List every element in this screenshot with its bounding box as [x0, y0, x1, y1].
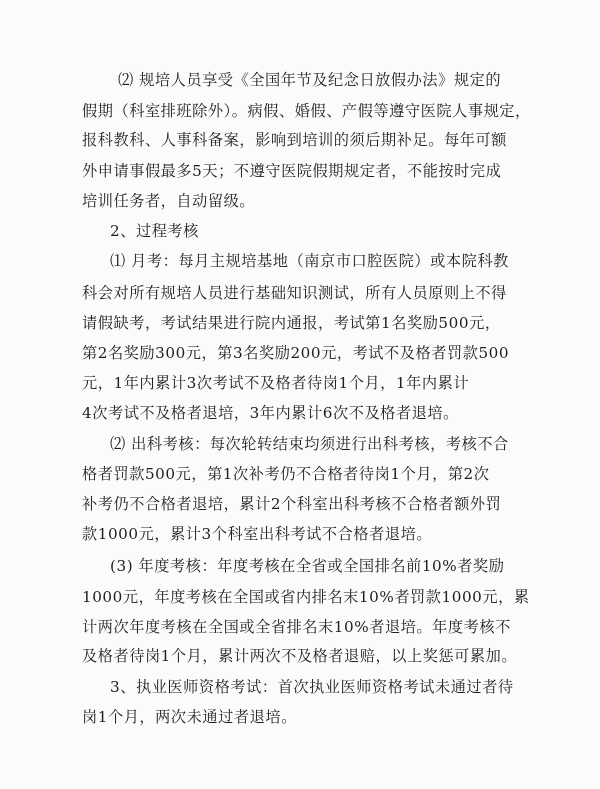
text-line: 补考仍不合格者退培，累计2个科室出科考核不合格者额外罚: [82, 495, 502, 513]
text-line: 岗1个月，两次未通过者退培。: [82, 708, 297, 726]
text-line: 3、执业医师资格考试：首次执业医师资格考试未通过者待: [110, 678, 514, 696]
text-line: 1000元，年度考核在全国或省内排名末10%者罚款1000元，累: [82, 588, 530, 606]
section-heading-process-assessment: 2、过程考核: [110, 222, 199, 240]
text-line: 元，1年内累计3次考试不及格者待岗1个月，1年内累计: [82, 374, 470, 392]
text-line: 款1000元，累计3个科室出科考试不合格者退培。: [82, 525, 433, 543]
text-line: 假期（科室排班除外）。病假、婚假、产假等遵守医院人事规定，: [82, 102, 531, 120]
text-line: 科会对所有规培人员进行基础知识测试，所有人员原则上不得: [82, 284, 507, 302]
text-line: ⑵ 出科考核：每次轮转结束均须进行出科考核，考核不合: [110, 435, 509, 453]
text-line: ⑵ 规培人员享受《全国年节及纪念日放假办法》规定的: [118, 71, 502, 89]
text-line: 培训任务者，自动留级。: [82, 192, 256, 210]
text-line: 及格者待岗1个月，累计两次不及格者退赔，以上奖惩可累加。: [82, 647, 518, 665]
text-line: 第2名奖励300元，第3名奖励200元，考试不及格者罚款500: [82, 344, 510, 362]
text-line: 报科教科、人事科备案，影响到培训的须后期补足。每年可额: [82, 131, 507, 149]
text-line: 格者罚款500元，第1次补考仍不合格者待岗1个月，第2次: [82, 465, 490, 483]
text-line: 请假缺考，考试结果进行院内通报，考试第1名奖励500元，: [82, 314, 501, 332]
text-line: 外申请事假最多5天；不遵守医院假期规定者，不能按时完成: [82, 162, 502, 180]
text-line: 4次考试不及格者退培，3年内累计6次不及格者退培。: [82, 404, 459, 422]
text-line: (3) 年度考核：年度考核在全省或全国排名前10%者奖励: [110, 557, 505, 575]
text-line: 计两次年度考核在全国或全省排名末10%者退培。年度考核不: [82, 618, 511, 636]
text-line: ⑴ 月考：每月主规培基地（南京市口腔医院）或本院科教: [110, 252, 509, 270]
